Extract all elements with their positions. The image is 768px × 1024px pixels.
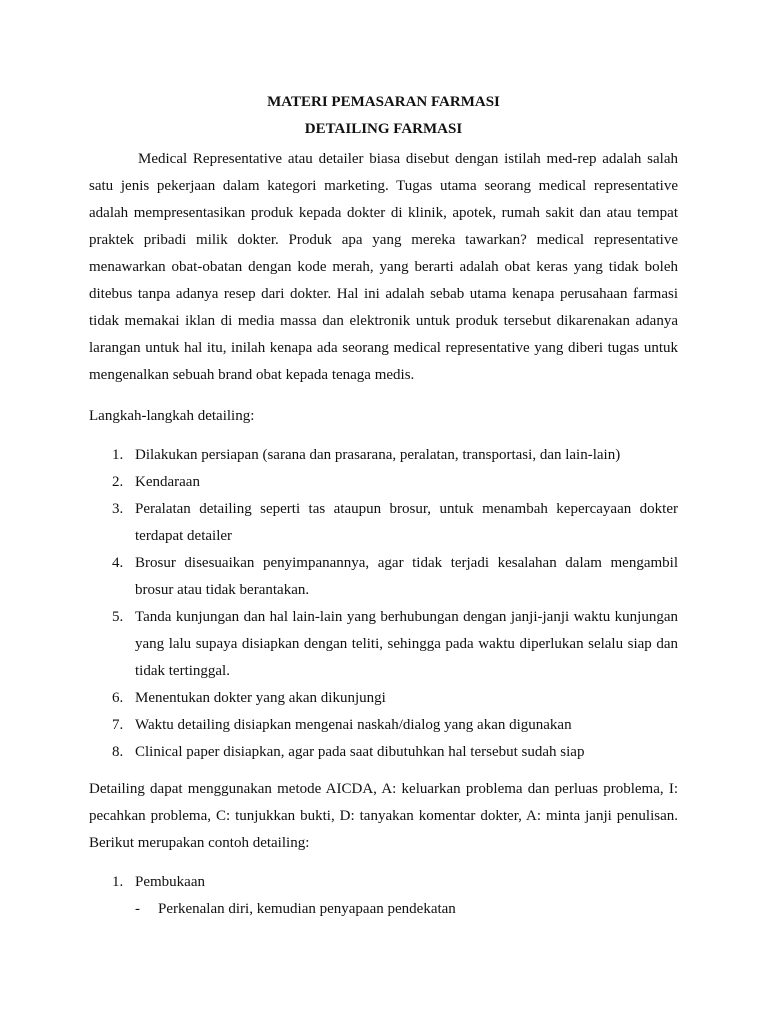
list-number: 5.	[112, 609, 124, 625]
list-item	[89, 685, 678, 712]
steps-list	[89, 442, 678, 766]
example-sublist	[89, 896, 678, 923]
list-number: 7.	[112, 717, 124, 733]
list-number: 3.	[112, 501, 124, 517]
intro-paragraph: Medical Representative atau detailer biasa disebut dengan istilah med-rep adalah salah satu jenis pekerjaan dalam kategori marketing. Tugas utama seorang medical representative adalah mempresentasikan produk kepada dokter di klinik, apotek, rumah sakit dan atau tempat praktek pribadi milik dokter. Produk apa yang mereka tawarkan? medical representative menawarkan obat-obatan dengan kode merah, yang berarti adalah obat keras yang tidak boleh ditebus tanpa adanya resep dari dokter. Hal ini adalah sebab utama kenapa perusahaan farmasi tidak memakai iklan di media massa dan elektronik untuk produk tersebut dikarenakan adanya larangan untuk hal itu, inilah kenapa ada seorang medical representative yang diberi tugas untuk mengenalkan sebuah brand obat kepada tenaga medis.	[89, 151, 678, 383]
list-item	[89, 442, 678, 469]
list-item	[89, 604, 678, 685]
list-item-text: Dilakukan persiapan (sarana dan prasarana, peralatan, transportasi, dan lain-lain)	[135, 447, 621, 463]
list-item	[89, 550, 678, 604]
list-item-text: Kendaraan	[135, 474, 200, 490]
document-title: MATERI PEMASARAN FARMASI	[267, 94, 500, 110]
document-content	[89, 89, 678, 923]
list-number: 8.	[112, 744, 124, 760]
list-item-text: Brosur disesuaikan penyimpanannya, agar tidak terjadi kesalahan dalam mengambil brosur atau tidak berantakan.	[135, 555, 678, 598]
list-item-text: Menentukan dokter yang akan dikunjungi	[135, 690, 386, 706]
list-item	[89, 712, 678, 739]
list-number: 4.	[112, 555, 124, 571]
steps-heading: Langkah-langkah detailing:	[89, 408, 255, 424]
list-item	[89, 469, 678, 496]
sublist-item	[89, 896, 678, 923]
list-item-text: Waktu detailing disiapkan mengenai naskah/dialog yang akan digunakan	[135, 717, 572, 733]
dash-marker: -	[135, 901, 140, 917]
document-subtitle: DETAILING FARMASI	[304, 121, 463, 137]
list-item	[89, 496, 678, 550]
list-item-text: Peralatan detailing seperti tas ataupun brosur, untuk menambah kepercayaan dokter terdapat detailer	[135, 501, 678, 544]
list-item-text: Clinical paper disiapkan, agar pada saat dibutuhkan hal tersebut sudah siap	[135, 744, 585, 760]
list-item	[89, 869, 678, 896]
list-number: 1.	[112, 447, 124, 463]
list-number: 2.	[112, 474, 124, 490]
list-item-text: Pembukaan	[135, 874, 205, 890]
list-item	[89, 739, 678, 766]
sublist-item-text: Perkenalan diri, kemudian penyapaan pendekatan	[158, 901, 456, 917]
list-number: 1.	[112, 874, 124, 890]
list-item-text: Tanda kunjungan dan hal lain-lain yang berhubungan dengan janji-janji waktu kunjungan yang lalu supaya disiapkan dengan teliti, sehingga pada waktu diperlukan selalu siap dan tidak tertinggal.	[135, 609, 678, 679]
list-number: 6.	[112, 690, 124, 706]
example-list	[89, 869, 678, 896]
aicda-paragraph: Detailing dapat menggunakan metode AICDA, A: keluarkan problema dan perluas problema, I: pecahkan problema, C: tunjukkan bukti, D: tanyakan komentar dokter, A: minta janji penulisan. Berikut merupakan contoh detailing:	[89, 781, 678, 851]
